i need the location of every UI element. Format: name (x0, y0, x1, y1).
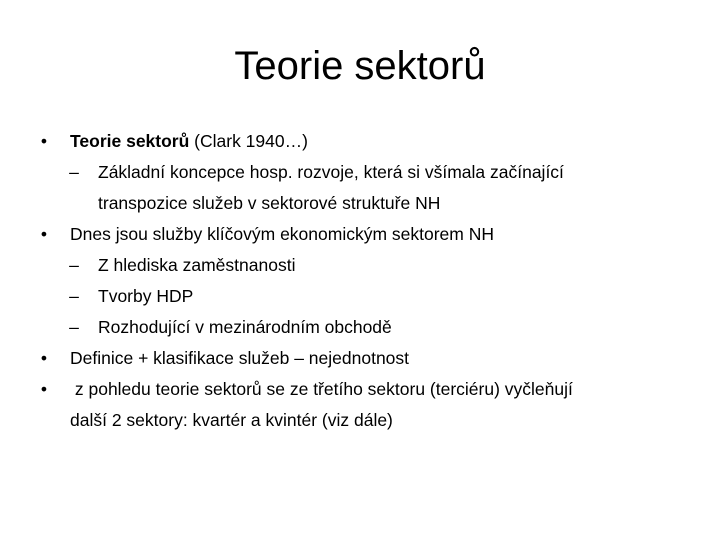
bullet-item (34, 126, 694, 157)
sub-bullet-line: transpozice služeb v sektorové struktuře NH (98, 193, 441, 213)
sub-bullet-item (34, 281, 694, 312)
bullet-marker: • (40, 348, 48, 368)
slide-content (34, 126, 694, 436)
sub-bullet-marker: – (69, 255, 79, 275)
bullet-text (70, 126, 694, 157)
sub-bullet-text (98, 157, 694, 219)
sub-bullet-marker: – (69, 286, 79, 306)
sub-bullet-marker: – (69, 162, 79, 182)
sub-bullet-text: Z hlediska zaměstnanosti (98, 255, 296, 275)
bullet-marker: • (40, 224, 48, 244)
sub-bullet-line: Základní koncepce hosp. rozvoje, která si všímala začínající (98, 162, 564, 182)
bullet-marker: • (40, 131, 48, 151)
bullet-item (34, 219, 694, 250)
bullet-text: Definice + klasifikace služeb – nejednotnost (70, 348, 410, 368)
bullet-rest-text: (Clark 1940…) (189, 131, 308, 151)
bullet-text (70, 374, 694, 436)
sub-bullet-item (34, 157, 694, 219)
bullet-item (34, 374, 694, 436)
bullet-text: Dnes jsou služby klíčovým ekonomickým sektorem NH (70, 224, 495, 244)
bullet-line: další 2 sektory: kvartér a kvintér (viz dále) (70, 410, 393, 430)
sub-bullet-marker: – (69, 317, 79, 337)
sub-bullet-text: Rozhodující v mezinárodním obchodě (98, 317, 392, 337)
bullet-line: z pohledu teorie sektorů se ze třetího sektoru (terciéru) vyčleňují (70, 379, 573, 399)
bullet-item (34, 343, 694, 374)
sub-bullet-item (34, 312, 694, 343)
slide-title: Teorie sektorů (234, 44, 486, 88)
sub-bullet-text: Tvorby HDP (98, 286, 194, 306)
sub-bullet-item (34, 250, 694, 281)
bullet-marker: • (40, 379, 48, 399)
bullet-bold-text: Teorie sektorů (70, 131, 190, 151)
